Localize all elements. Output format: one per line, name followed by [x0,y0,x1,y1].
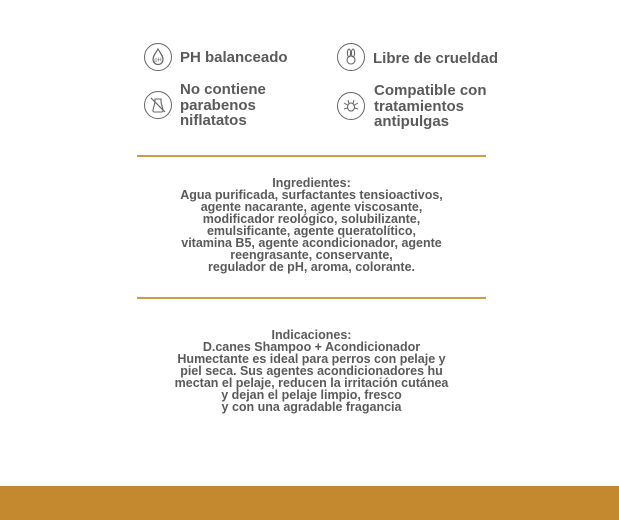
indications-title: Indicaciones: [271,328,352,342]
indications-block [150,329,473,413]
indications-line: piel seca. Sus agentes acondicionadores hu [180,364,443,378]
indications-line: y dejan el pelaje limpio, fresco [221,388,402,402]
ingredients-line: agente nacarante, agente viscosante, [200,200,423,214]
ingredients-line: modificador reológico, solubilizante, [202,212,421,226]
ingredients-line: Agua purificada, surfactantes tensioactivos, [180,188,443,202]
footer-bar [0,486,619,520]
ingredients-block [150,177,473,273]
feature-flea-compatible [337,83,487,130]
svg-text:pH: pH [154,57,162,64]
no-parabens-icon [144,91,172,119]
indications-line: mectan el pelaje, reducen la irritación cutánea [174,376,449,390]
ph-drop-icon [144,43,172,71]
ingredients-line: reengrasante, conservante, [230,248,393,262]
feature-ph-balanced [144,43,288,71]
ingredients-line: regulador de pH, aroma, colorante. [208,260,415,274]
indications-line: y con una agradable fragancia [221,400,402,414]
feature-cruelty-free [337,43,498,71]
ingredients-title: Ingredientes: [272,176,351,190]
feature-label-line: tratamientos [374,97,465,115]
feature-label-line: No contiene [180,81,266,98]
divider-bottom [137,297,486,299]
divider-top [137,155,486,157]
feature-label-line: parabenos [180,96,256,114]
ingredients-line: vitamina B5, agente acondicionador, agente [181,236,442,250]
feature-label-line: Libre de crueldad [373,50,499,67]
feature-label-line: niflatatos [180,112,247,129]
feature-label-line: Compatible con [374,82,487,99]
flea-treatment-icon [337,92,365,120]
feature-label-line: PH balanceado [180,49,288,66]
bunny-icon [337,43,365,71]
feature-paraben-free [144,82,266,129]
ingredients-line: emulsificante, agente queratolítico, [206,224,417,238]
feature-label-line: antipulgas [374,113,450,130]
indications-line: D.canes Shampoo + Acondicionador [202,340,421,354]
indications-line: Humectante es ideal para perros con pelaje y [177,352,446,366]
